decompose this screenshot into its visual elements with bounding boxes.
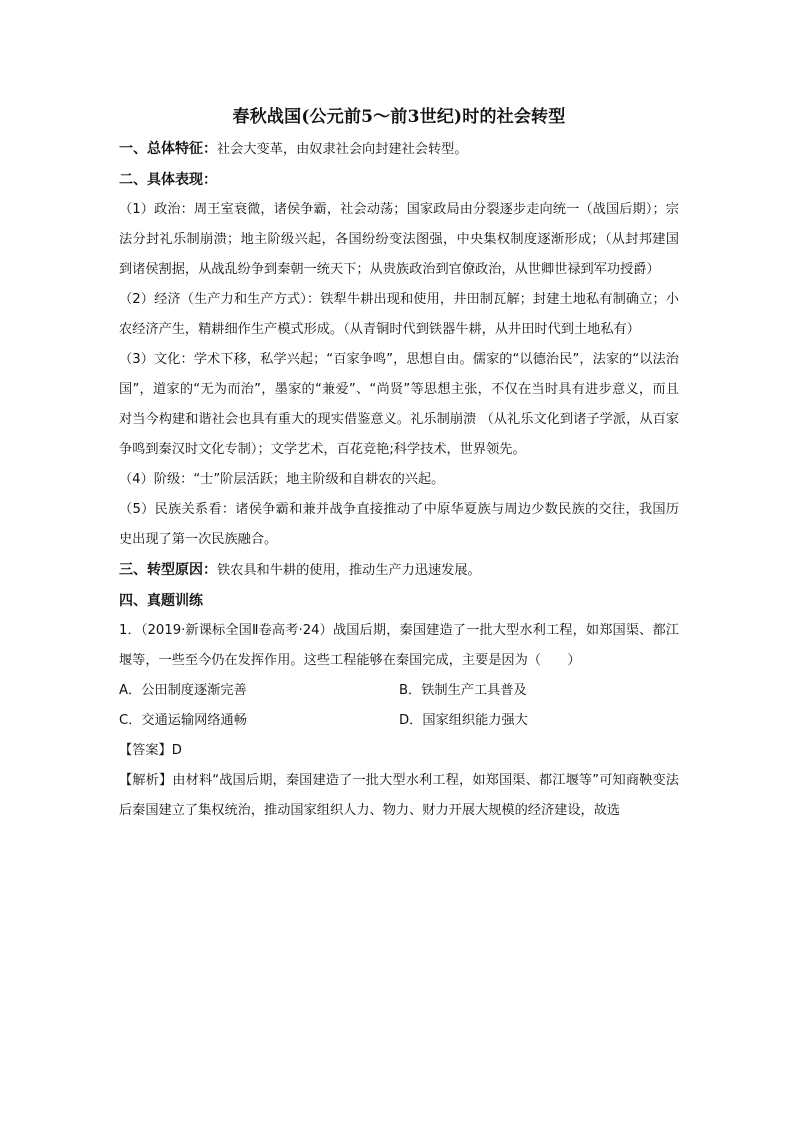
- section-overall: [119, 134, 679, 165]
- answer-line: [119, 736, 679, 766]
- section-details: [119, 165, 679, 195]
- answer-label: 【答案】: [119, 743, 172, 758]
- paragraph-economy: （2）经济（生产力和生产方式）：铁犁牛耕出现和使用，井田制瓦解；封建土地私有制确立；小农经济产生，精耕细作生产模式形成。（从青铜时代到铁器牛耕，从井田时代到土地私有）: [119, 292, 679, 337]
- section-reasons: [119, 555, 679, 586]
- section-heading-details: 二、具体表现：: [119, 172, 217, 188]
- question-stem: 1．（2019·新课标全国Ⅱ卷高考·24）战国后期，秦国建造了一批大型水利工程，如郑国渠、都江堰等，一些至今仍在发挥作用。这些工程能够在秦国完成，主要是因为（ ）: [119, 623, 679, 668]
- option-a: A．公田制度逐渐完善: [119, 683, 247, 698]
- section-heading-overall: 一、总体特征：: [119, 141, 217, 157]
- paragraph-politics: （1）政治：周王室衰微，诸侯争霸，社会动荡；国家政局由分裂逐步走向统一（战国后期）；宗法分封礼乐制崩溃；地主阶级兴起，各国纷纷变法图强，中央集权制度逐渐形成；（从封邦建国到诸侯割据，从战乱纷争到秦朝一统天下；从贵族政治到官僚政治，从世卿世禄到军功授爵）: [119, 202, 679, 277]
- section-text-overall: 社会大变革，由奴隶社会向封建社会转型。: [217, 142, 468, 157]
- option-d: D．国家组织能力强大: [399, 713, 528, 728]
- section-heading-reasons: 三、转型原因：: [119, 562, 217, 578]
- option-b: B．铁制生产工具普及: [399, 683, 527, 698]
- analysis-label: 【解析】: [119, 773, 173, 788]
- paragraph-culture: （3）文化：学术下移，私学兴起；“百家争鸣”，思想自由。儒家的“以德治民”，法家的“以法治国”，道家的“无为而治”，墨家的“兼爱”、“尚贤”等思想主张，不仅在当时具有进步意义，而且对当今构建和谐社会也具有重大的现实借鉴意义。礼乐制崩溃 （从礼乐文化到诸子学派，从百家争鸣到秦汉时文化专制）；文学艺术，百花竞艳;科学技术，世界领先。: [119, 352, 679, 457]
- paragraph-class: （4）阶级：“士”阶层活跃；地主阶级和自耕农的兴起。: [119, 472, 445, 487]
- section-exercises: [119, 586, 679, 616]
- option-c: C．交通运输网络通畅: [119, 713, 247, 728]
- document-body: [119, 100, 679, 826]
- question-options: [119, 676, 679, 736]
- analysis-text: 由材料“战国后期，秦国建造了一批大型水利工程，如郑国渠、都江堰等”可知商鞅变法后秦国建立了集权统治，推动国家组织人力、物力、财力开展大规模的经济建设，故选: [119, 773, 679, 818]
- section-heading-exercises: 四、真题训练: [119, 593, 203, 609]
- section-text-reasons: 铁农具和牛耕的使用，推动生产力迅速发展。: [217, 563, 481, 578]
- paragraph-ethnic: （5）民族关系看：诸侯争霸和兼并战争直接推动了中原华夏族与周边少数民族的交往，我国历史出现了第一次民族融合。: [119, 502, 679, 547]
- document-title: 春秋战国(公元前5～前3世纪)时的社会转型: [232, 107, 566, 127]
- answer-value: D: [171, 743, 182, 758]
- analysis-paragraph: [119, 766, 679, 826]
